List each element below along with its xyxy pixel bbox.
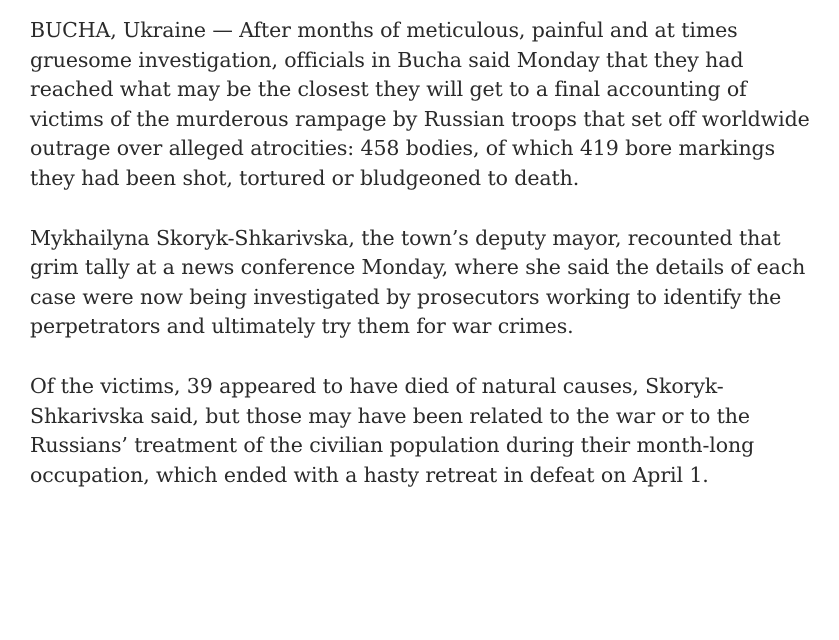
article-paragraph-2: Mykhailyna Skoryk-Shkarivska, the town’s deputy mayor, recounted that grim tally at a news conference Monday, where she said the details of each case were now being investigated by prosecutors working to identify the perpetrators and ultimately try them for war crimes. <box>30 225 806 339</box>
article-body <box>30 16 825 490</box>
article-paragraph-3: Of the victims, 39 appeared to have died of natural causes, Skoryk-Shkarivska said, but those may have been related to the war or to the Russians’ treatment of the civilian population during their month-long occupation, which ended with a hasty retreat in defeat on April 1. <box>30 373 755 487</box>
article-paragraph-1: BUCHA, Ukraine — After months of meticulous, painful and at times gruesome investigation, officials in Bucha said Monday that they had reached what may be the closest they will get to a final accounting of victims of the murderous rampage by Russian troops that set off worldwide outrage over alleged atrocities: 458 bodies, of which 419 bore markings they had been shot, tortured or bludgeoned to death. <box>30 18 810 190</box>
